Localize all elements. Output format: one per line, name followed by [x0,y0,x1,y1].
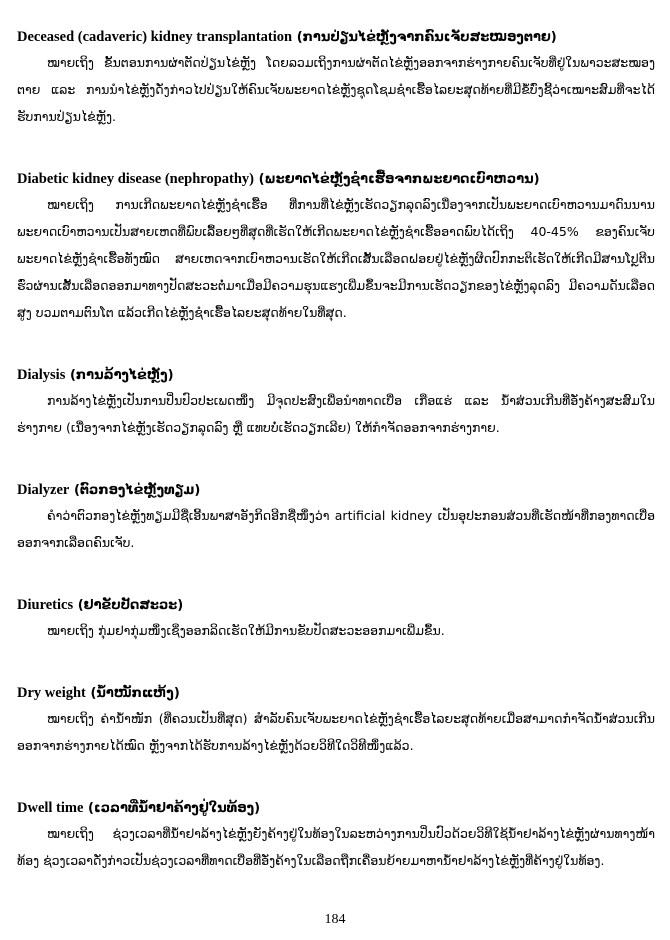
entry-heading [17,364,655,387]
term-english: Dialysis [17,367,66,383]
glossary-entry-deceased-kidney-transplantation [17,26,655,130]
term-definition: ໝາຍເຖິງ ຂັ້ນຕອນການຜ່າຕັດປ່ຽນໄຂ່ຫຼັງ ໂດຍລວມເຖິງການຜ່າຕັດໄຂ່ຫຼັງອອກຈາກຮ່າງກາຍຄົນເຈັບທີ່ຢູ່ໃນພາວະສະໝອງຕາຍ ແລະ ການນຳໄຂ່ຫຼັງດັ່ງກ່າວໄປປ່ຽນໃຫ້ຄົນເຈັບພະຍາດໄຂ່ຫຼັງຊຸດໂຊມຊຳເຮື້ອໄລຍະສຸດທ້າຍທີ່ມີຂໍ້ບົ່ງຊີ້ວ່າເໝາະສົມທີ່ຈະໄດ້ຮັບການປ່ຽນໄຂ່ຫຼັງ. [17,55,655,124]
term-english: Deceased (cadaveric) kidney transplantation [17,29,293,45]
term-english: Dry weight [17,685,86,701]
entry-heading [17,682,655,705]
term-definition: ຄຳວ່າຕົວກອງໄຂ່ຫຼັງທຽມມີຊື່ເອີ້ນພາສາອັງກິດອີກຊື່ໜຶ່ງວ່າ artificial kidney ເປັນອຸປະກອນສ່ວນທີ່ເຮັດໜ້າທີ່ກອງທາດເບື່ອອອກຈາກເລືອດຄົນເຈັບ. [17,508,655,550]
term-english: Dialyzer [17,482,70,498]
term-lao: (ຕົວກອງໄຂ່ຫຼັງທຽມ) [73,483,201,498]
glossary-entry-dry-weight [17,682,655,759]
term-definition: ການລ້າງໄຂ່ຫຼັງເປັນການປິ່ນປົວປະເພດໜຶ່ງ ມີຈຸດປະສົງເພື່ອນຳທາດເບື່ອ ເກືອແຮ່ ແລະ ນ້ຳສ່ວນເກີນທີ່ອັ່ງຄ້າງສະສົມໃນຮ່າງກາຍ (ເນື່ອງຈາກໄຂ່ຫຼັງເຮັດວຽກລຸດລົງ ຫຼື ແທບບໍ່ເຮັດວຽກເລີຍ) ໃຫ້ກຳຈັດອອກຈາກຮ່າງກາຍ. [17,393,655,435]
term-lao: (ນ້ຳໜັກແຫ້ງ) [90,686,180,701]
page-number: 184 [324,912,346,927]
term-lao: (ພະຍາດໄຂ່ຫຼັງຊຳເຮື້ອຈາກພະຍາດເບົາຫວານ) [258,172,540,187]
glossary-entry-dialysis [17,364,655,441]
term-lao: (ຢາຂັບປັດສະວະ) [77,598,184,613]
entry-heading [17,797,655,820]
entry-heading [17,168,655,191]
glossary-entry-diuretics [17,594,655,644]
term-definition: ໝາຍເຖິງ ຄ່ານ້ຳໜັກ (ທີ່ຄວນເປັນທີ່ສຸດ) ສຳລັບຄົນເຈັບພະຍາດໄຂ່ຫຼັງຊຳເຮື້ອໄລຍະສຸດທ້າຍເມື່ອສາມາດກຳຈັດນ້ຳສ່ວນເກີນອອກຈາກຮ່າງກາຍໄດ້ໝົດ ຫຼັງຈາກໄດ້ຮັບການລ້າງໄຂ່ຫຼັງດ້ວຍວິທີໃດວິທີໜຶ່ງແລ້ວ. [17,711,655,753]
term-lao: (ເວລາທີ່ນ້ຳຢາຄ້າງຢູ່ໃນທ້ອງ) [88,801,261,816]
term-english: Diuretics [17,597,74,613]
glossary-entry-dialyzer [17,479,655,556]
entry-heading [17,26,655,49]
term-english: Diabetic kidney disease (nephropathy) [17,171,254,187]
term-english: Dwell time [17,800,84,816]
glossary-page [17,26,655,874]
term-lao: (ການປ່ຽນໄຂ່ຫຼັງຈາກຄົນເຈັບສະໝອງຕາຍ) [296,30,557,45]
glossary-entry-diabetic-kidney-disease [17,168,655,326]
glossary-entry-dwell-time [17,797,655,874]
entry-heading [17,594,655,617]
term-definition: ໝາຍເຖິງ ການເກີດພະຍາດໄຂ່ຫຼັງຊຳເຮື້ອ ທີ່ການທີ່ໄຂ່ຫຼັງເຮັດວຽກລຸດລົງເນື່ອງຈາກເປັນພະຍາດເບົາຫວານມາດົນນານ ພະຍາດເບົາຫວານເປັນສາຍເຫດທີ່ພົບເລື້ອຍໆທີ່ສຸດທີ່ເຮັດໃຫ້ເກີດພະຍາດໄຂ່ຫຼັງຊຳເຮື້ອອາດພົບໄດ້ເຖິງ 40-45% ຂອງຄົນເຈັບພະຍາດໄຂ່ຫຼັງຊຳເຮື້ອທັງໝົດ ສາຍເຫດຈາກເບົາຫວານເຮັດໃຫ້ເກີດເສັ້ນເລືອດຝອຍຢູ່ໄຂ່ຫຼັງຜິດປົກກະຕິເຮັດໃຫ້ເກີດມີສານໂປຼຕີນຮົ່ວຜ່ານເສັ້ນເລືອດອອກມາທາງປັດສະວະຕໍ່ມາເມື່ອມີຄວາມຮຸນແຮງເພີ່ມຂຶ້ນຈະມີການເຮັດວຽກຂອງໄຂ່ຫຼັງລຸດລົງ ມີຄວາມດັນເລືອດສູງ ບວມຕາມຕົນໂຕ ແລ້ວເກີດໄຂ່ຫຼັງຊຳເຮື້ອໄລຍະສຸດທ້າຍໃນທີ່ສຸດ. [17,197,655,320]
entry-heading [17,479,655,502]
term-definition: ໝາຍເຖິງ ຊ່ວງເວລາທີ່ນ້ຳຢາລ້າງໄຂ່ຫຼັງຍັງຄ້າງຢູ່ໃນທ້ອງໃນລະຫວ່າງການປິ່ນປົວດ້ວຍວິທີໃຊ້ນ້ຳຢາລ້າງໄຂ່ຫຼັງຜ່ານທາງໜ້າທ້ອງ ຊ່ວງເວລາດັ່ງກ່າວເປັນຊ່ວງເວລາທີ່ທາດເບື່ອທີ່ອັ່ງຄ້າງໃນເລືອດຖືກເຄື່ອນຍ້າຍມາຫານ້ຳຢາລ້າງໄຂ່ຫຼັງທີ່ຄ້າງຢູ່ໃນທ້ອງ. [17,826,655,868]
term-definition: ໝາຍເຖິງ ກຸ່ມຢາກຸ່ມໜຶ່ງເຊິ່ງອອກລິດເຮັດໃຫ້ມີການຂັບປັດສະວະອອກມາເພີ່ມຂຶ້ນ. [47,623,445,638]
term-lao: (ການລ້າງໄຂ່ຫຼັງ) [69,368,174,383]
